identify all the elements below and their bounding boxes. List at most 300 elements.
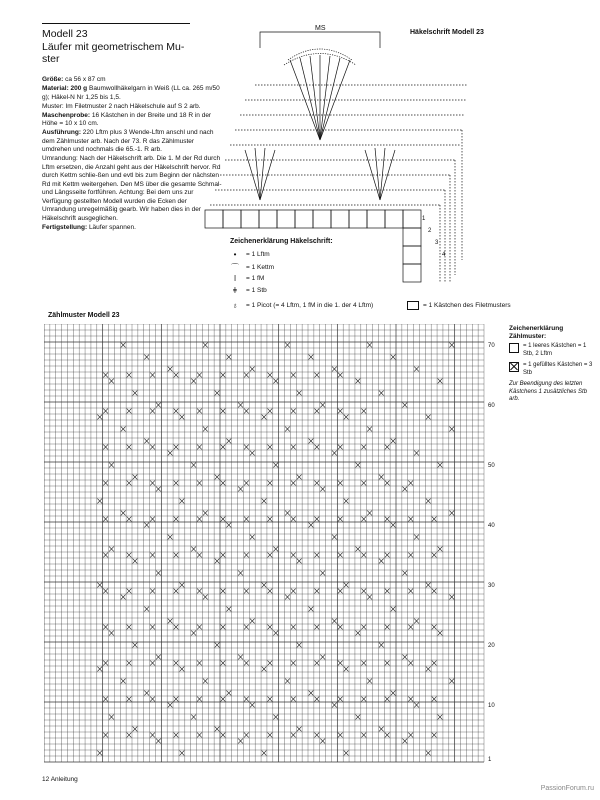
filled-box (197, 409, 202, 414)
filled-box (121, 679, 126, 684)
filled-box (168, 535, 173, 540)
filled-box (367, 343, 372, 348)
row-label: 20 (488, 642, 495, 649)
filled-box (414, 703, 419, 708)
filled-box (332, 367, 337, 372)
filled-box (144, 607, 149, 612)
filled-box (156, 739, 161, 744)
filled-box (402, 403, 407, 408)
legend2-filled: = 1 gefülltes Kästchen = 3 Stb (509, 362, 593, 377)
filled-box (226, 439, 231, 444)
filled-box (109, 463, 114, 468)
filled-box (174, 589, 179, 594)
instruction-paragraph: Umrandung: Nach der Häkelschrift arb. Die 1. M der Rd durch Lftm ersetzen, die Anzahl geht aus der Häkelschrift hervor. Rd durch Kettm schlie-ßen und evtl bis zum Beginn der nächsten Rd mit Kettm weitergehen. Den MS über die gesamte Schmal- und Längsseite fortführen. Achtung: Bei dem uns zur Verfügung gestellten Modell wurden die Ecken der Umrandung unregelmäßig gearb. Wir haben dies in der Häkelschrift ausgeglichen. (42, 155, 222, 222)
filled-box (262, 583, 267, 588)
footer-label: Anleitung (50, 776, 78, 783)
filled-box (273, 631, 278, 636)
filled-box (344, 667, 349, 672)
filled-box (156, 403, 161, 408)
filled-box (103, 373, 108, 378)
filled-box (127, 517, 132, 522)
filled-box (338, 733, 343, 738)
ms-label: MS (315, 25, 326, 32)
filled-box (268, 661, 273, 666)
filled-box (367, 511, 372, 516)
filled-box (109, 631, 114, 636)
filled-box (291, 481, 296, 486)
filled-box (221, 661, 226, 666)
filled-box (268, 373, 273, 378)
filled-box (391, 523, 396, 528)
filled-box (150, 481, 155, 486)
filled-box (168, 703, 173, 708)
title-line-1: Modell 23 (42, 28, 88, 40)
filled-box (133, 559, 138, 564)
filled-box (244, 625, 249, 630)
filled-box (361, 697, 366, 702)
filled-box (262, 499, 267, 504)
filled-box (268, 625, 273, 630)
title-line-2: Läufer mit geometrischem Mu- (42, 40, 185, 53)
filled-box (238, 487, 243, 492)
filled-box (361, 625, 366, 630)
filled-box (344, 499, 349, 504)
filled-box (297, 475, 302, 480)
filled-box (297, 727, 302, 732)
filled-box (203, 343, 208, 348)
legend-row-stb: ǂ = 1 Stb (230, 286, 267, 295)
filled-box (309, 523, 314, 528)
filled-box (391, 439, 396, 444)
filled-box (385, 733, 390, 738)
filled-box (103, 445, 108, 450)
filled-box (262, 415, 267, 420)
filled-box (268, 517, 273, 522)
filled-box (408, 625, 413, 630)
filled-box (385, 481, 390, 486)
filled-box (432, 733, 437, 738)
crochet-num-4: 4 (442, 252, 446, 258)
filled-box (314, 661, 319, 666)
filled-box (215, 559, 220, 564)
filled-box (320, 739, 325, 744)
top-rule (42, 23, 190, 24)
filled-box (385, 553, 390, 558)
instruction-paragraph: Größe: ca 56 x 87 cm (42, 76, 106, 83)
row-label: 60 (488, 402, 495, 409)
filled-box (150, 517, 155, 522)
filled-box (127, 589, 132, 594)
crochet-num-1: 1 (422, 216, 426, 222)
filled-box (285, 679, 290, 684)
filled-box (320, 655, 325, 660)
filled-box (338, 409, 343, 414)
filled-box (309, 691, 314, 696)
filled-box (338, 625, 343, 630)
filled-box (449, 511, 454, 516)
filled-box (291, 517, 296, 522)
filled-box (244, 589, 249, 594)
filled-box (150, 589, 155, 594)
legend-row-lftm: • = 1 Lftm (230, 250, 270, 259)
filled-box (408, 481, 413, 486)
filled-box (268, 409, 273, 414)
row-label: 1 (488, 756, 492, 763)
filled-box (150, 661, 155, 666)
filled-box (221, 697, 226, 702)
filled-box (121, 343, 126, 348)
filled-box (244, 697, 249, 702)
row-label: 50 (488, 462, 495, 469)
filled-box (291, 553, 296, 558)
filled-box (121, 595, 126, 600)
filled-box (226, 523, 231, 528)
filled-box (262, 751, 267, 756)
filled-box (414, 367, 419, 372)
page-number: 12 (42, 776, 50, 783)
filled-box (332, 451, 337, 456)
filled-box (314, 589, 319, 594)
filled-box (174, 697, 179, 702)
row-label: 40 (488, 522, 495, 529)
filled-box (180, 499, 185, 504)
filled-box (367, 595, 372, 600)
ms-bracket (260, 32, 380, 48)
filled-box (103, 517, 108, 522)
filled-box (250, 451, 255, 456)
filled-box (226, 607, 231, 612)
legend-row-picot: ♁ = 1 Picot (= 4 Lftm, 1 fM in die 1. der 4 Lftm) (232, 301, 374, 310)
filled-box (221, 553, 226, 558)
filled-box (215, 475, 220, 480)
filled-box (127, 697, 132, 702)
filled-box (314, 481, 319, 486)
filled-box (291, 373, 296, 378)
filled-box (432, 625, 437, 630)
filled-box (438, 631, 443, 636)
filled-box (338, 589, 343, 594)
filled-box (121, 427, 126, 432)
filled-box (238, 403, 243, 408)
filled-box (356, 463, 361, 468)
filled-box (408, 553, 413, 558)
filled-box (361, 445, 366, 450)
filled-box (103, 409, 108, 414)
filled-box (180, 583, 185, 588)
filled-box (150, 697, 155, 702)
filled-box (144, 355, 149, 360)
filled-box (408, 517, 413, 522)
filled-box (174, 553, 179, 558)
filled-box (432, 697, 437, 702)
filled-box (268, 589, 273, 594)
filled-box-icon (509, 362, 519, 372)
filled-box (150, 733, 155, 738)
filled-box (291, 409, 296, 414)
filled-box (426, 499, 431, 504)
filled-box (414, 451, 419, 456)
filled-box (291, 697, 296, 702)
filled-box (385, 625, 390, 630)
filled-box (332, 619, 337, 624)
crochet-num-2: 2 (428, 228, 432, 234)
filled-box (432, 661, 437, 666)
instruction-paragraph: Ausführung: 220 Lftm plus 3 Wende-Lftm anschl und nach dem Zählmuster arb. Nach der 73. R das Zählmuster umdrehen und nochmals die 65.-1. R arb. (42, 129, 214, 153)
filled-box (168, 451, 173, 456)
filled-box (127, 733, 132, 738)
filled-box (250, 535, 255, 540)
filled-box (385, 589, 390, 594)
filled-box (238, 739, 243, 744)
filled-box (221, 517, 226, 522)
filled-box (244, 445, 249, 450)
filled-box (191, 547, 196, 552)
filled-box (180, 415, 185, 420)
filled-box (291, 661, 296, 666)
filled-box (356, 715, 361, 720)
filled-box (356, 379, 361, 384)
filled-box (285, 343, 290, 348)
filled-box (244, 661, 249, 666)
filled-box (133, 643, 138, 648)
filled-box (127, 481, 132, 486)
filled-box (174, 661, 179, 666)
filled-box (297, 391, 302, 396)
filled-box (133, 475, 138, 480)
title-line-3: ster (42, 53, 60, 65)
filled-box (168, 619, 173, 624)
filled-box (250, 619, 255, 624)
filled-box (408, 697, 413, 702)
filled-box (314, 445, 319, 450)
filled-box (127, 373, 132, 378)
filled-box (285, 595, 290, 600)
filled-box (174, 733, 179, 738)
filled-box (361, 553, 366, 558)
filled-box (180, 667, 185, 672)
filled-box (197, 733, 202, 738)
filled-box (238, 571, 243, 576)
filled-box (344, 583, 349, 588)
filled-box (221, 373, 226, 378)
double-crochet-icon: ǂ (232, 286, 238, 295)
filled-box (338, 517, 343, 522)
filled-box (391, 691, 396, 696)
filled-box (215, 643, 220, 648)
filled-box (215, 391, 220, 396)
filled-box (314, 553, 319, 558)
legend2-note: Zur Beendigung des letzten Kästchens 1 zusätzliches Stb arb. (509, 381, 588, 402)
filled-box (244, 373, 249, 378)
filled-box (215, 727, 220, 732)
filled-box (97, 667, 102, 672)
filled-box (426, 415, 431, 420)
filled-box (150, 409, 155, 414)
filled-box (426, 667, 431, 672)
filled-box (197, 625, 202, 630)
filled-box (361, 661, 366, 666)
filled-box (291, 625, 296, 630)
filled-box (197, 589, 202, 594)
filled-box (191, 463, 196, 468)
filled-box (402, 571, 407, 576)
instruction-paragraph: Material: 200 g Baumwollhäkelgarn in Weiß (LL ca. 265 m/50 g); Häkel-N Nr 1,25 bis 1,5. (42, 85, 220, 101)
filled-box (109, 547, 114, 552)
filled-box (338, 553, 343, 558)
filled-box (226, 691, 231, 696)
filled-box (449, 427, 454, 432)
filled-box (103, 697, 108, 702)
filled-box (385, 445, 390, 450)
row-label: 10 (488, 702, 495, 709)
filled-box (97, 415, 102, 420)
filled-box (203, 679, 208, 684)
filled-box (144, 691, 149, 696)
filled-box (144, 439, 149, 444)
filled-box (291, 589, 296, 594)
filled-box (197, 517, 202, 522)
filled-box (133, 391, 138, 396)
filled-box (103, 589, 108, 594)
page-title (42, 28, 202, 66)
instructions-text (42, 76, 222, 233)
filled-box (414, 619, 419, 624)
filled-box (127, 445, 132, 450)
filled-box (379, 643, 384, 648)
filled-box (314, 733, 319, 738)
filled-box (285, 511, 290, 516)
filled-box (191, 631, 196, 636)
filled-box (449, 595, 454, 600)
filled-box (221, 409, 226, 414)
filled-box (285, 427, 290, 432)
filled-box (379, 727, 384, 732)
filled-box (356, 631, 361, 636)
filled-box (402, 655, 407, 660)
filled-box (150, 553, 155, 558)
legend-row-box: = 1 Kästchen des Filetmusters (407, 301, 511, 310)
filled-box (338, 661, 343, 666)
filled-box (174, 517, 179, 522)
filled-box (197, 553, 202, 558)
filled-box (262, 667, 267, 672)
filled-box (127, 661, 132, 666)
legend-title: Zeichenerklärung Häkelschrift: (230, 238, 333, 245)
filled-box (97, 583, 102, 588)
filled-box (197, 697, 202, 702)
filled-box (197, 445, 202, 450)
filled-box (402, 487, 407, 492)
filled-box (103, 553, 108, 558)
legend-row-kettm: ⌒ = 1 Kettm (231, 263, 274, 272)
filled-box (174, 625, 179, 630)
filled-box (250, 703, 255, 708)
filled-box (320, 487, 325, 492)
legend2-title: Zeichenerklärung Zählmuster: (509, 325, 564, 340)
count-chart-title: Zählmuster Modell 23 (48, 312, 120, 319)
filled-box (127, 409, 132, 414)
filet-box-icon (407, 301, 419, 310)
legend-row-fm: ǀ = 1 fM (230, 274, 264, 283)
filled-box (268, 697, 273, 702)
filled-box (432, 517, 437, 522)
filled-box (314, 697, 319, 702)
filled-box (268, 481, 273, 486)
filled-box (103, 625, 108, 630)
filled-box (127, 553, 132, 558)
watermark: PassionForum.ru (540, 785, 594, 792)
filled-box (244, 733, 249, 738)
filled-box (273, 547, 278, 552)
filled-box (449, 343, 454, 348)
filled-box (273, 379, 278, 384)
filled-box (103, 661, 108, 666)
filled-box (197, 373, 202, 378)
filled-box (268, 553, 273, 558)
filled-box (344, 751, 349, 756)
filled-box (438, 463, 443, 468)
filled-box (150, 373, 155, 378)
instruction-paragraph: Fertigstellung: Läufer spannen. (42, 223, 136, 231)
filled-box (191, 715, 196, 720)
filled-box (408, 589, 413, 594)
filled-box (320, 403, 325, 408)
filled-box (244, 481, 249, 486)
filled-box (291, 445, 296, 450)
row-label: 30 (488, 582, 495, 589)
chain-icon: • (233, 250, 237, 259)
filled-box (174, 481, 179, 486)
filled-box (426, 751, 431, 756)
filled-box (174, 445, 179, 450)
filled-box (203, 427, 208, 432)
filled-box (379, 559, 384, 564)
filled-box (432, 553, 437, 558)
filled-box (338, 373, 343, 378)
count-chart-grid (44, 324, 496, 769)
filled-box (103, 481, 108, 486)
filled-box (391, 355, 396, 360)
filled-box (97, 751, 102, 756)
filled-box (361, 409, 366, 414)
filled-box (438, 547, 443, 552)
filled-box (273, 463, 278, 468)
filled-box (402, 739, 407, 744)
filled-box (244, 517, 249, 522)
filled-box (221, 481, 226, 486)
filled-box (408, 733, 413, 738)
filled-box (314, 373, 319, 378)
filled-box (438, 715, 443, 720)
filled-box (244, 409, 249, 414)
filled-box (174, 409, 179, 414)
row-label: 70 (488, 342, 495, 349)
legend2-empty: = 1 leeres Kästchen = 1 Stb, 2 Lftm (509, 343, 593, 358)
filled-box (273, 715, 278, 720)
picot-icon: ♁ (232, 301, 238, 310)
instruction-paragraph: Maschenprobe: 16 Kästchen in der Breite und 18 R in der Höhe = 10 x 10 cm. (42, 111, 212, 127)
filled-box (250, 367, 255, 372)
filled-box (361, 733, 366, 738)
fan-motif (245, 55, 395, 200)
filled-box (191, 379, 196, 384)
empty-box-icon (509, 343, 519, 353)
filled-box (297, 559, 302, 564)
filled-box (144, 523, 149, 528)
filled-box (203, 511, 208, 516)
filled-box (344, 415, 349, 420)
filled-box (291, 733, 296, 738)
